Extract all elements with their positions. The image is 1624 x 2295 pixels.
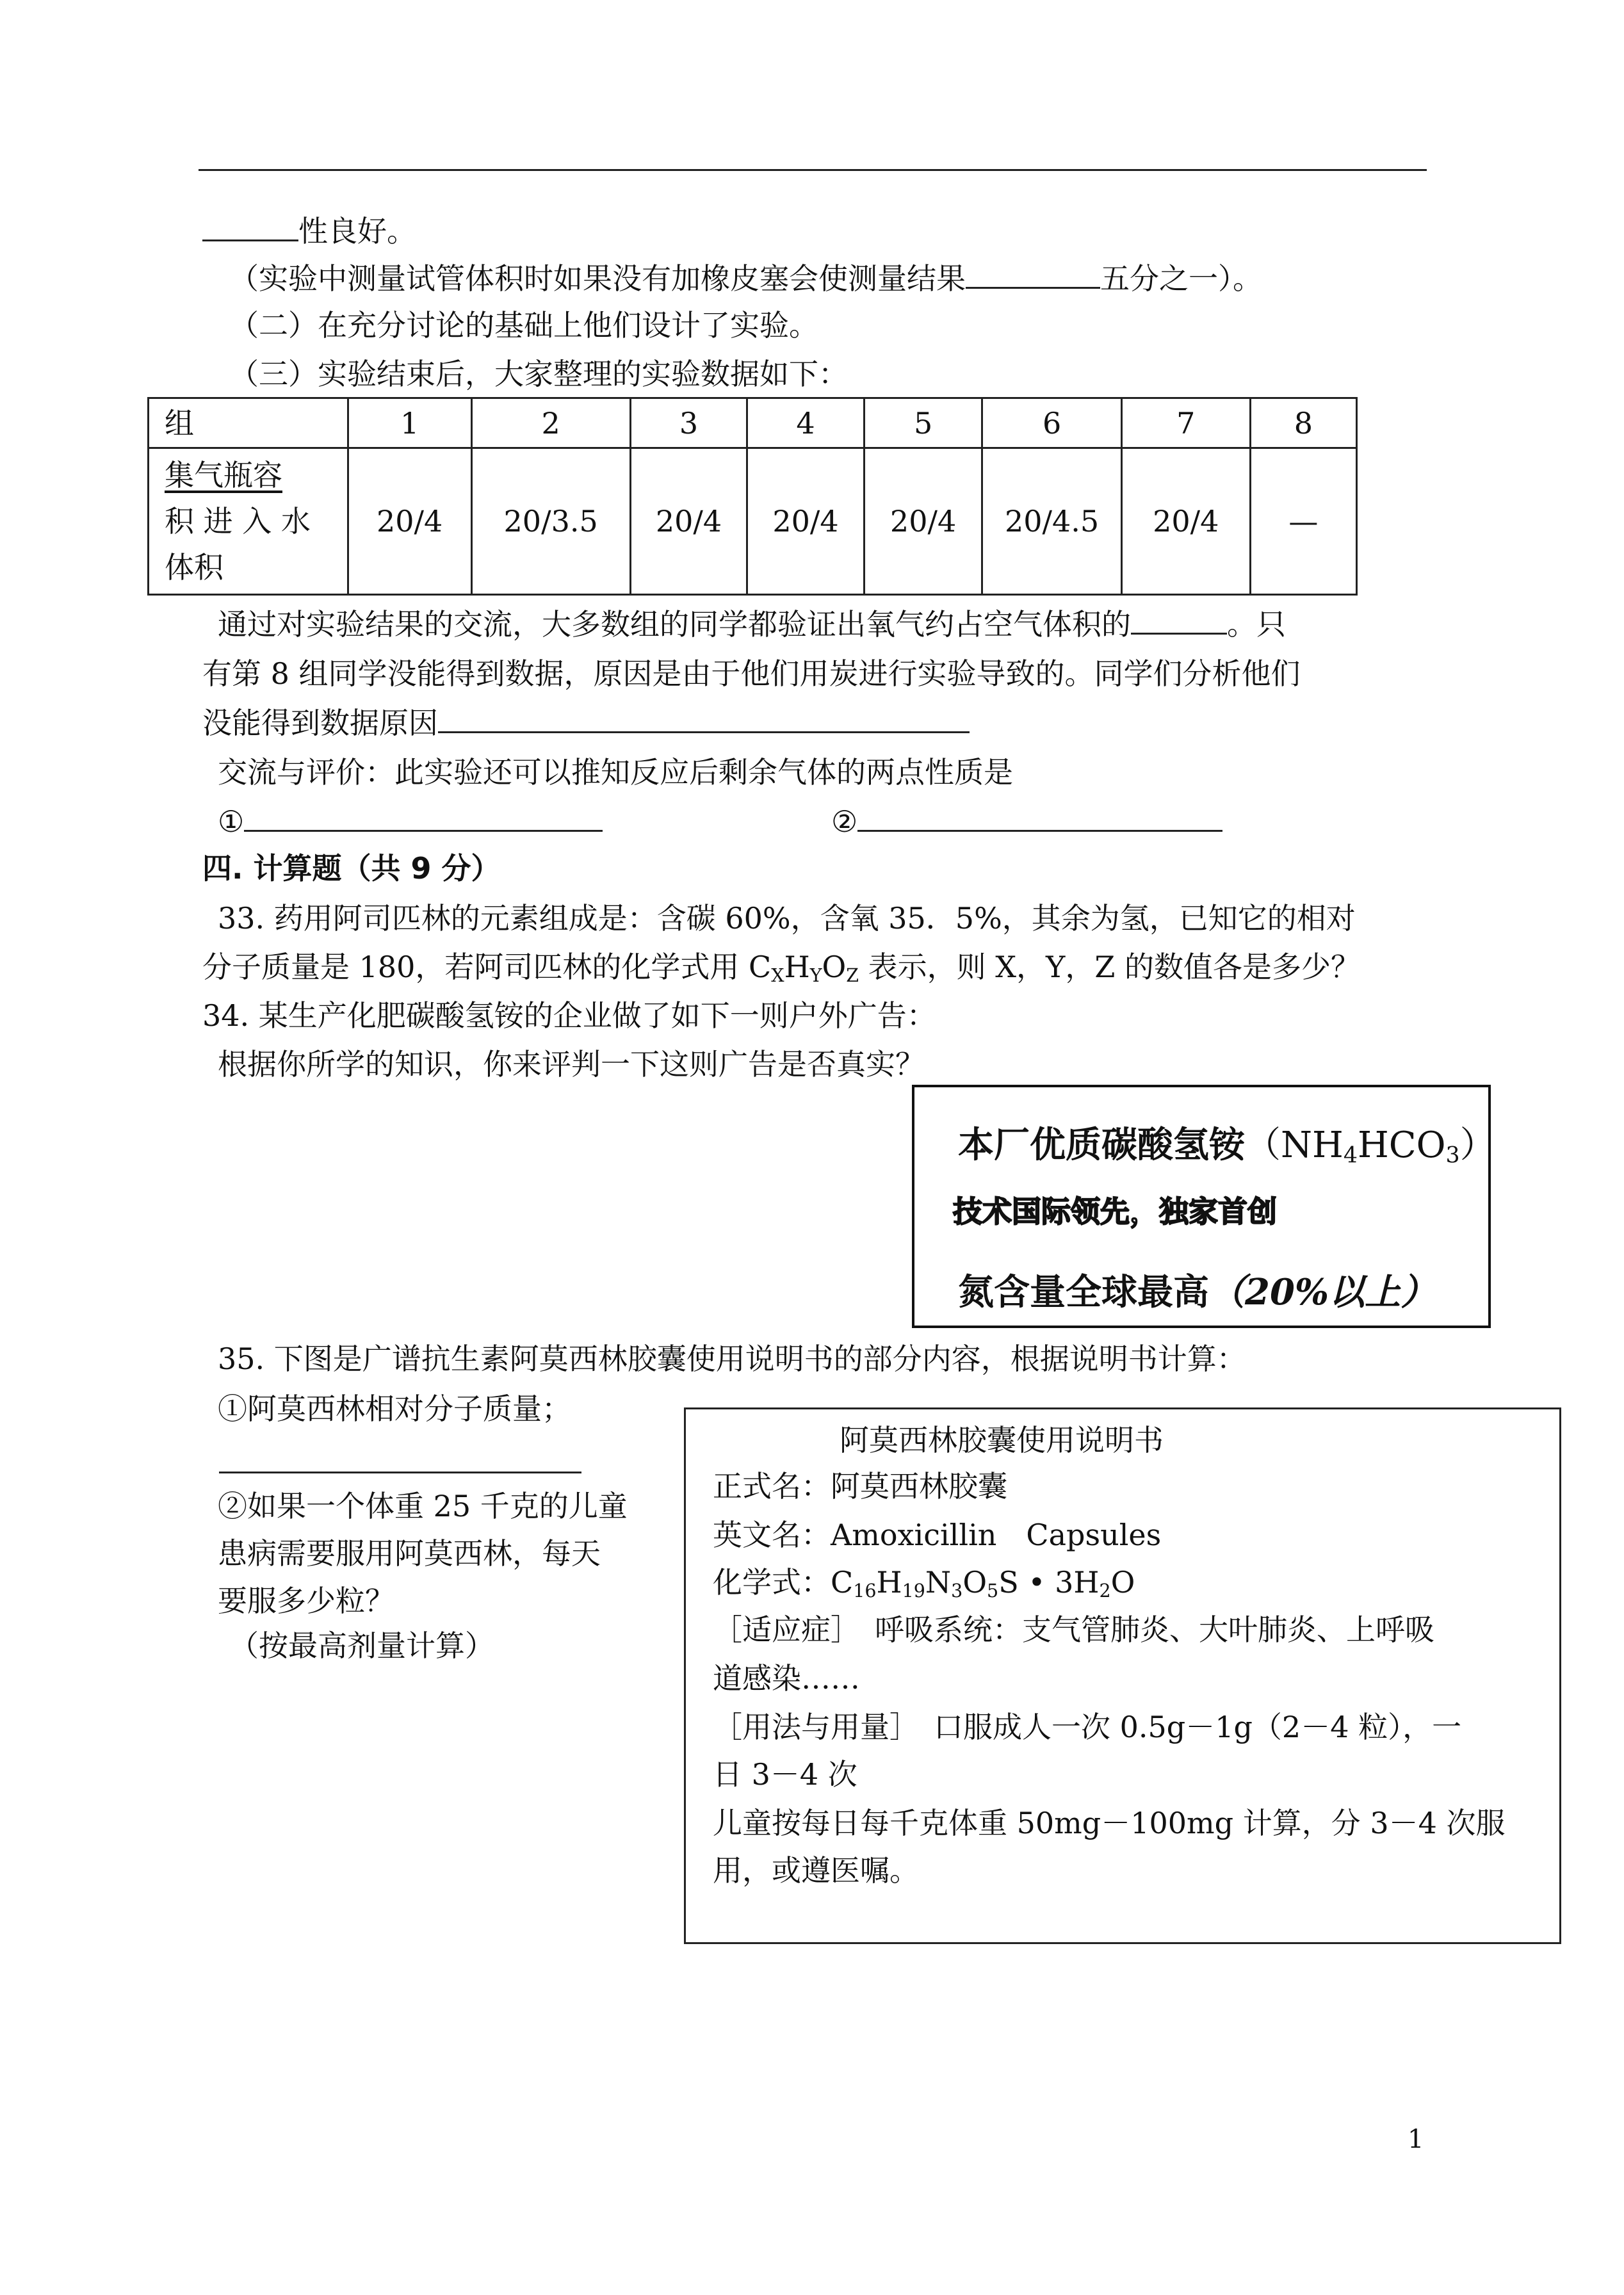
table-cell: 20/3.5 [471,448,630,595]
medicine-instruction-box [684,1407,1561,1944]
line-conclusion-2: 有第 8 组同学没能得到数据，原因是由于他们用炭进行实验导致的。同学们分析他们 [202,656,1301,691]
question-35-part-2-line-3: 要服多少粒？ [218,1584,394,1618]
answer-blank[interactable] [438,703,970,733]
table-cell: 20/4 [747,448,865,595]
question-35-part-2-line-4: （按最高剂量计算） [229,1628,494,1663]
table-group-header: 1 [348,398,471,448]
line-conclusion-3: 没能得到数据原因 [202,703,970,742]
line-evaluation: 交流与评价：此实验还可以推知反应后剩余气体的两点性质是 [218,755,1013,790]
line-properties-2: ② [831,802,1222,841]
table-cell: 20/4.5 [982,448,1121,595]
medicine-indication-2: 道感染…… [713,1661,860,1696]
question-35-part-1: ①阿莫西林相对分子质量； [218,1391,571,1426]
answer-blank[interactable] [857,802,1222,832]
table-cell: 20/4 [630,448,747,595]
ad-slogan: 技术国际领先，独家首创 [953,1194,1277,1229]
question-33-line-2: 分子质量是 180，若阿司匹林的化学式用 $C_XH_YO_Z$ 表示，则 X，Y，Z 的数值各是多少？ [202,950,1361,987]
medicine-formal-name: 正式名：阿莫西林胶囊 [713,1469,1007,1504]
ad-nitrogen-claim: 氮含量全球最高（20%以上） [958,1271,1437,1313]
medicine-title: 阿莫西林胶囊使用说明书 [840,1423,1164,1457]
medicine-english-name: 英文名：Amoxicillin Capsules [713,1518,1162,1552]
experiment-data-table [147,397,1358,596]
question-33-line-1: 33. 药用阿司匹林的元素组成是：含碳 60%，含氧 35．5%，其余为氢，已知它的相对 [218,901,1356,936]
line-conclusion-1: 通过对实验结果的交流，大多数组的同学都验证出氧气约占空气体积的 。只 [218,604,1286,644]
line-properties: ① [218,802,603,841]
ad-headline: 本厂优质碳酸氢铵$(NH_4HCO_3)$ [958,1124,1496,1169]
table-group-header: 6 [982,398,1121,448]
question-35-part-2-line-2: 患病需要服用阿莫西林，每天 [218,1536,601,1571]
medicine-indication-1: ［适应症］ 呼吸系统：支气管肺炎、大叶肺炎、上呼吸 [713,1612,1434,1647]
table-group-header: 2 [471,398,630,448]
medicine-dosage-1: ［用法与用量］ 口服成人一次 0.5g－1g（2－4 粒），一 [713,1710,1462,1744]
table-cell: 20/4 [348,448,471,595]
medicine-dosage-2: 日 3－4 次 [713,1757,857,1792]
table-header-label: 组 [149,398,348,448]
section-title: 四. 计算题（共 9 分） [202,851,501,886]
table-header-row [149,398,1357,448]
medicine-child-dosage-1: 儿童按每日每千克体重 50mg－100mg 计算，分 3－4 次服 [713,1806,1506,1840]
answer-blank[interactable] [202,211,298,241]
answer-blank[interactable] [244,802,603,832]
table-cell: — [1250,448,1356,595]
question-34-line-1: 34. 某生产化肥碳酸氢铵的企业做了如下一则户外广告： [202,998,936,1033]
line-measurement-note: （实验中测量试管体积时如果没有加橡皮塞会使测量结果 五分之一）。 [229,259,1262,298]
table-cell: 20/4 [864,448,982,595]
header-rule [199,169,1427,171]
table-group-header: 7 [1121,398,1250,448]
advertisement-box [912,1085,1496,1328]
table-row [149,448,1357,595]
medicine-formula: 化学式：$C_{16}H_{19}N_3O_5S$ • $3H_2O$ [713,1565,1135,1602]
table-group-header: 8 [1250,398,1356,448]
answer-blank[interactable] [966,259,1100,289]
question-34-line-2: 根据你所学的知识，你来评判一下这则广告是否真实？ [218,1047,925,1082]
answer-blank[interactable] [1131,604,1227,635]
page-number: 1 [1408,2125,1424,2154]
table-group-header: 5 [864,398,982,448]
medicine-child-dosage-2: 用，或遵医嘱。 [713,1853,919,1888]
table-cell: 20/4 [1121,448,1250,595]
table-row-label: 集气瓶容 积 进 入 水 体积 [149,448,348,595]
table-group-header: 4 [747,398,865,448]
table-group-header: 3 [630,398,747,448]
line-data-intro: （三）实验结束后，大家整理的实验数据如下： [229,357,848,391]
answer-blank[interactable] [219,1472,581,1473]
line-airtightness: 性良好。 [202,211,416,250]
question-35-part-2-line-1: ②如果一个体重 25 千克的儿童 [218,1489,628,1523]
line-design: （二）在充分讨论的基础上他们设计了实验。 [229,308,818,343]
question-35-intro: 35. 下图是广谱抗生素阿莫西林胶囊使用说明书的部分内容，根据说明书计算： [218,1342,1246,1376]
